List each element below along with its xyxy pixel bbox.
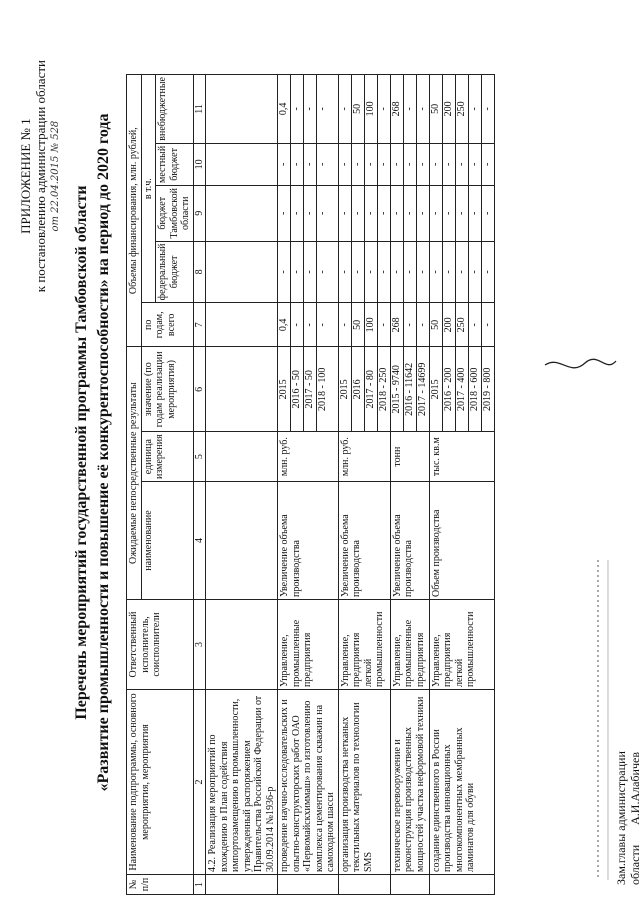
fin-extra-cell: - <box>317 107 328 111</box>
result-value-list <box>339 347 390 431</box>
hdr-fin-extra: внебюджетные <box>156 75 194 144</box>
fin-extra-cell: 250 <box>455 75 468 143</box>
fin-regional-cell: - <box>317 211 328 215</box>
fin-extra-cell: 200 <box>442 75 455 143</box>
fin-regional-list <box>339 186 390 241</box>
fin-regional-cell: - <box>351 186 364 241</box>
fin-federal-cell: - <box>416 270 428 274</box>
fin-federal-list <box>278 242 329 303</box>
fin-extra-cell: - <box>403 75 416 143</box>
fin-regional-cell: - <box>339 186 352 241</box>
result-value-cell: 2015 <box>339 347 352 431</box>
fin-local-list <box>339 144 390 185</box>
fin-local-cell: - <box>416 162 428 167</box>
hdr-exp-name: наименование <box>141 482 193 600</box>
fin-local-cell: - <box>351 144 364 185</box>
fin-federal-cell: - <box>291 242 304 303</box>
fin-local-cell: - <box>442 144 455 185</box>
result-value-list <box>391 347 429 431</box>
fin-local-list <box>278 144 329 185</box>
table-row <box>278 75 339 895</box>
fin-extra-cell: 100 <box>364 75 377 143</box>
fin-federal-cell: - <box>481 270 493 274</box>
result-value-cell: 2016 <box>351 347 364 431</box>
fin-total-cell: - <box>291 303 304 346</box>
fin-total-cell: - <box>339 303 352 346</box>
fin-total-cell: 200 <box>442 303 455 346</box>
measure-result: Увеличение объема производства <box>278 482 339 600</box>
fin-extra-cell: - <box>291 75 304 143</box>
fin-federal-cell: - <box>442 242 455 303</box>
result-value-cell: 2015 <box>278 347 291 431</box>
col-number: 10 <box>193 143 206 185</box>
fin-local-list <box>391 144 429 185</box>
hdr-fin-federal: федеральный бюджет <box>156 241 194 303</box>
fin-extra-cell: - <box>468 75 481 143</box>
fin-local-cell: - <box>291 144 304 185</box>
table-row <box>429 75 494 895</box>
section-row <box>206 75 278 895</box>
fin-regional-cell: - <box>416 211 428 215</box>
fin-federal-list <box>430 242 494 303</box>
fin-extra-cell: - <box>304 75 317 143</box>
fin-regional-cell: - <box>364 186 377 241</box>
measure-result: Увеличение объема производства <box>390 482 429 600</box>
fin-total-cell: 50 <box>430 303 443 346</box>
fin-regional-cell: - <box>278 186 291 241</box>
col-number: 4 <box>193 482 206 600</box>
measure-unit: тыс. кв.м <box>429 432 494 482</box>
measure-result: Объем производства <box>429 482 494 600</box>
hdr-fin-local: местный бюджет <box>156 143 194 185</box>
table-row <box>338 75 390 895</box>
fin-total-cell: - <box>468 303 481 346</box>
fin-federal-cell: - <box>468 242 481 303</box>
fin-total-cell: 100 <box>364 303 377 346</box>
fin-extra-list <box>391 75 429 143</box>
hdr-fin-regional: бюджет Тамбовской области <box>156 186 194 242</box>
measure-name: проведение научно-исследовательских и опытно-конструкторских работ ОАО «Первомайскхиммаш» по изготовлению комплекса цементирования скважин на самоходном шасси <box>278 690 339 875</box>
fin-total-cell: 268 <box>391 303 404 346</box>
fin-federal-cell: - <box>403 242 416 303</box>
fin-federal-cell: - <box>455 242 468 303</box>
col-number: 5 <box>193 432 206 482</box>
measure-unit: млн. руб. <box>338 432 390 482</box>
fin-local-cell: - <box>468 144 481 185</box>
measure-responsible: Управление, промышленные предприятия <box>278 600 339 690</box>
section-title: 4.2. Реализация мероприятий по вхождению в План содействия импортозамещению в промышленности, утвержденный распоряжением Правительства Российской Федерации от 30.09.2014 №1936-р <box>206 690 278 875</box>
fin-extra-cell: 50 <box>351 75 364 143</box>
hdr-name: Наименование подпрограммы, основного мероприятия, мероприятия <box>127 690 194 875</box>
measures-table <box>126 74 495 895</box>
fin-local-cell: - <box>304 144 317 185</box>
fin-extra-cell: 0,4 <box>278 75 291 143</box>
fin-total-cell: - <box>403 303 416 346</box>
result-value-cell: 2019 - 800 <box>481 367 493 411</box>
col-number: 11 <box>193 75 206 144</box>
signature-name: А.И.Алабичев <box>628 752 642 825</box>
signature-position-2: области <box>628 844 642 885</box>
measure-responsible: Управление, предприятия легкой промышленности <box>338 600 390 690</box>
fin-extra-cell: 50 <box>430 75 443 143</box>
hdr-fin-total: по годам, всего <box>141 303 193 347</box>
fin-total-list <box>339 303 390 346</box>
result-value-cell: 2017 - 80 <box>364 347 377 431</box>
fin-extra-cell: - <box>339 75 352 143</box>
doc-title-line1: Перечень мероприятий государственной программы Тамбовской области <box>73 185 90 720</box>
signature-position: Зам.главы администрации <box>614 751 628 885</box>
result-value-list <box>430 347 494 431</box>
fin-total-cell: - <box>481 323 493 327</box>
fin-local-cell: - <box>377 162 389 167</box>
col-number: 2 <box>193 690 206 875</box>
fin-local-cell: - <box>317 162 328 167</box>
fin-regional-cell: - <box>442 186 455 241</box>
fin-regional-cell: - <box>391 186 404 241</box>
measure-name: техническое перевооружение и реконструкция производственных мощностей участка неформовой техники <box>390 690 429 875</box>
fin-federal-cell: - <box>391 242 404 303</box>
fin-local-cell: - <box>339 144 352 185</box>
fin-federal-cell: - <box>278 242 291 303</box>
fin-extra-cell: 268 <box>391 75 404 143</box>
fin-federal-cell: - <box>339 242 352 303</box>
table-body <box>278 75 495 895</box>
fin-local-list <box>430 144 494 185</box>
fin-regional-cell: - <box>430 186 443 241</box>
annex-handwritten-date: от 22.04.2015 № 528 <box>50 120 61 232</box>
fin-extra-cell: - <box>481 107 493 111</box>
fin-regional-cell: - <box>403 186 416 241</box>
fin-total-cell: - <box>377 323 389 327</box>
result-value-cell: 2015 <box>430 347 443 431</box>
annex-block <box>18 60 63 292</box>
fin-federal-cell: - <box>377 270 389 274</box>
fin-regional-cell: - <box>291 186 304 241</box>
table-row <box>390 75 429 895</box>
fin-total-list <box>391 303 429 346</box>
hdr-fin-incl: в т.ч. <box>141 75 156 303</box>
fin-federal-cell: - <box>364 242 377 303</box>
hdr-financing: Объемы финансирования, млн. рублей, <box>127 75 142 347</box>
fin-total-cell: 50 <box>351 303 364 346</box>
fin-total-cell: - <box>317 323 328 327</box>
col-number: 6 <box>193 347 206 432</box>
col-number: 3 <box>193 600 206 690</box>
result-value-cell: 2017 - 50 <box>304 347 317 431</box>
fin-federal-cell: - <box>430 242 443 303</box>
fin-regional-cell: - <box>304 186 317 241</box>
fin-local-cell: - <box>430 144 443 185</box>
fin-federal-cell: - <box>304 242 317 303</box>
doc-title-line2: «Развитие промышленности и повышение её конкурентоспособности» на период до 2020 года <box>95 113 112 792</box>
hdr-exp-value: значение (по годам реализации мероприятия) <box>141 347 193 432</box>
result-value-list <box>278 347 329 431</box>
measure-responsible: Управление, предприятия легкой промышленности <box>429 600 494 690</box>
fin-total-cell: 0,4 <box>278 303 291 346</box>
fin-federal-list <box>391 242 429 303</box>
fin-federal-list <box>339 242 390 303</box>
fin-federal-cell: - <box>351 242 364 303</box>
fin-federal-cell: - <box>317 270 328 274</box>
fin-regional-list <box>278 186 329 241</box>
pen-scribble-mark <box>540 345 620 385</box>
fin-local-cell: - <box>455 144 468 185</box>
measure-result: Увеличение объема производства <box>338 482 390 600</box>
result-value-cell: 2016 - 200 <box>442 347 455 431</box>
result-value-cell: 2018 - 100 <box>317 367 328 411</box>
result-value-cell: 2016 - 50 <box>291 347 304 431</box>
result-value-cell: 2018 - 600 <box>468 347 481 431</box>
measure-responsible: Управление, промышленные предприятия <box>390 600 429 690</box>
fin-total-list <box>278 303 329 346</box>
fin-total-cell: - <box>304 303 317 346</box>
result-value-cell: 2017 - 400 <box>455 347 468 431</box>
result-value-cell: 2017 - 14699 <box>416 362 428 416</box>
fin-extra-list <box>339 75 390 143</box>
fin-regional-cell: - <box>468 186 481 241</box>
result-value-cell: 2015 - 9740 <box>391 347 404 431</box>
measure-unit: тонн <box>390 432 429 482</box>
fin-regional-cell: - <box>455 186 468 241</box>
result-value-cell: 2018 - 250 <box>377 367 389 411</box>
fin-total-list <box>430 303 494 346</box>
margin-binding-mark <box>592 560 622 880</box>
col-number: 7 <box>193 303 206 347</box>
fin-extra-cell: - <box>377 107 389 111</box>
fin-total-cell: - <box>416 323 428 327</box>
fin-local-cell: - <box>391 144 404 185</box>
hdr-exp-unit: единица измерения <box>141 432 193 482</box>
measure-name: создание единственного в России производства инновационных многокомпонентных мембранных ламинатов для обуви <box>429 690 494 875</box>
col-number: 9 <box>193 186 206 242</box>
column-number-row <box>193 75 206 895</box>
hdr-expected: Ожидаемые непосредственные результаты <box>127 347 142 600</box>
hdr-responsible: Ответственный исполнитель, соисполнители <box>127 600 194 690</box>
result-value-cell: 2016 - 11642 <box>403 347 416 431</box>
fin-extra-list <box>430 75 494 143</box>
fin-local-cell: - <box>481 162 493 167</box>
fin-local-cell: - <box>364 144 377 185</box>
fin-regional-list <box>430 186 494 241</box>
fin-total-cell: 250 <box>455 303 468 346</box>
fin-local-cell: - <box>278 144 291 185</box>
annex-line: к постановлению администрации области <box>33 60 48 293</box>
fin-extra-list <box>278 75 329 143</box>
fin-local-cell: - <box>403 144 416 185</box>
fin-regional-cell: - <box>481 211 493 215</box>
col-number: 8 <box>193 241 206 303</box>
fin-regional-list <box>391 186 429 241</box>
measure-name: организация производства нетканых текстильных материалов по технологии SMS <box>338 690 390 875</box>
annex-title: ПРИЛОЖЕНИЕ № 1 <box>18 118 33 234</box>
hdr-num: № п/п <box>127 875 194 895</box>
fin-regional-cell: - <box>377 211 389 215</box>
fin-extra-cell: - <box>416 107 428 111</box>
measure-unit: млн. руб. <box>278 432 339 482</box>
col-number: 1 <box>193 875 206 895</box>
